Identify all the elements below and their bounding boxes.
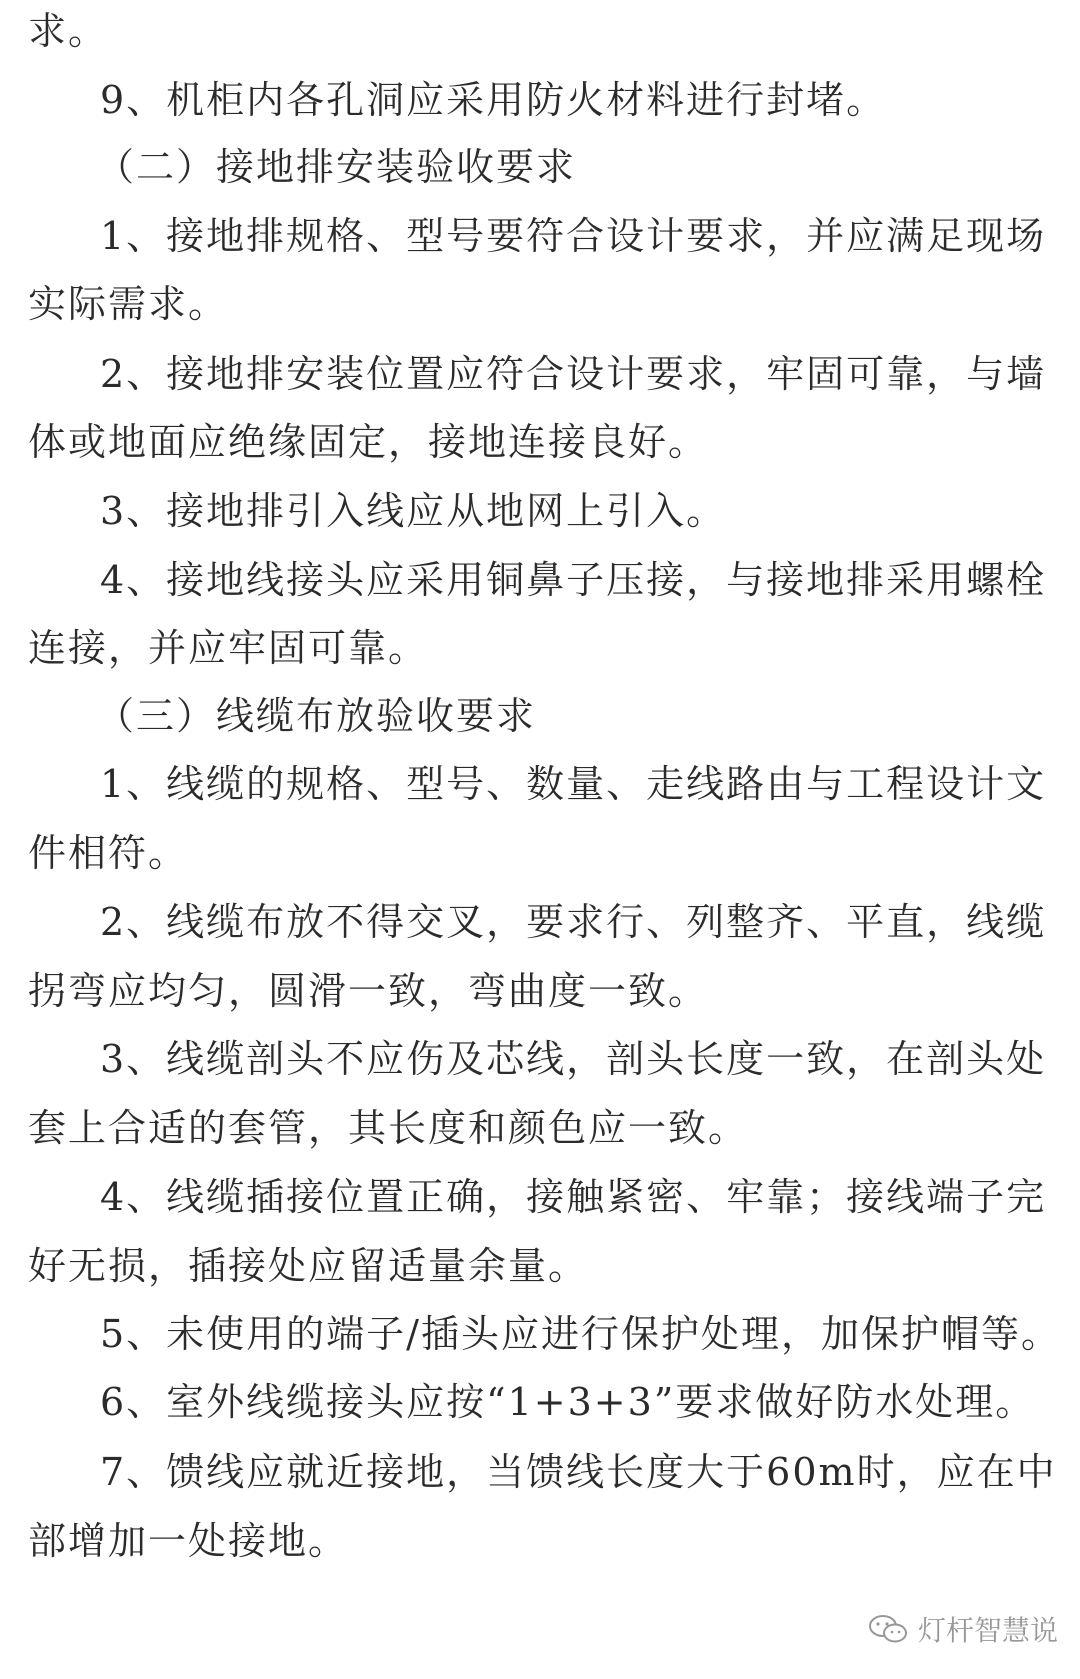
- text-line-5: 实际需求。: [28, 282, 229, 326]
- watermark-text: 灯杆智慧说: [917, 1614, 1058, 1647]
- watermark: [868, 1607, 1058, 1651]
- text-line-17: 套上合适的套管，其长度和颜色应一致。: [28, 1106, 749, 1150]
- text-line-21: 6、室外线缆接头应按“1+3+3”要求做好防水处理。: [100, 1380, 1036, 1424]
- wechat-icon: [868, 1613, 908, 1645]
- text-line-19: 好无损，插接处应留适量余量。: [28, 1244, 589, 1288]
- text-line-22: 7、馈线应就近接地，当馈线长度大于60m时，应在中: [100, 1450, 1057, 1494]
- text-line-9: 4、接地线接头应采用铜鼻子压接，与接地排采用螺栓: [100, 558, 1047, 602]
- text-line-18: 4、线缆插接位置正确，接触紧密、牢靠；接线端子完: [100, 1175, 1047, 1219]
- text-line-2: 9、机柜内各孔洞应采用防火材料进行封堵。: [100, 78, 887, 122]
- text-line-6: 2、接地排安装位置应符合设计要求，牢固可靠，与墙: [100, 352, 1047, 396]
- text-line-20: 5、未使用的端子/插头应进行保护处理，加保护帽等。: [100, 1312, 1061, 1356]
- section-heading-3: （三）线缆布放验收要求: [96, 694, 537, 738]
- text-line-4: 1、接地排规格、型号要符合设计要求，并应满足现场: [100, 214, 1047, 258]
- text-line-15: 拐弯应均匀，圆滑一致，弯曲度一致。: [28, 969, 709, 1013]
- text-line-16: 3、线缆剖头不应伤及芯线，剖头长度一致，在剖头处: [100, 1037, 1047, 1081]
- text-line-7: 体或地面应绝缘固定，接地连接良好。: [28, 420, 709, 464]
- text-line-10: 连接，并应牢固可靠。: [28, 626, 429, 670]
- section-heading-2: （二）接地排安装验收要求: [96, 145, 577, 189]
- text-line-13: 件相符。: [28, 831, 189, 875]
- text-line-14: 2、线缆布放不得交叉，要求行、列整齐、平直，线缆: [100, 900, 1047, 944]
- text-line-12: 1、线缆的规格、型号、数量、走线路由与工程设计文: [100, 762, 1047, 806]
- text-line-23: 部增加一处接地。: [28, 1519, 349, 1563]
- text-line-8: 3、接地排引入线应从地网上引入。: [100, 489, 727, 533]
- text-line-1: 求。: [28, 9, 109, 53]
